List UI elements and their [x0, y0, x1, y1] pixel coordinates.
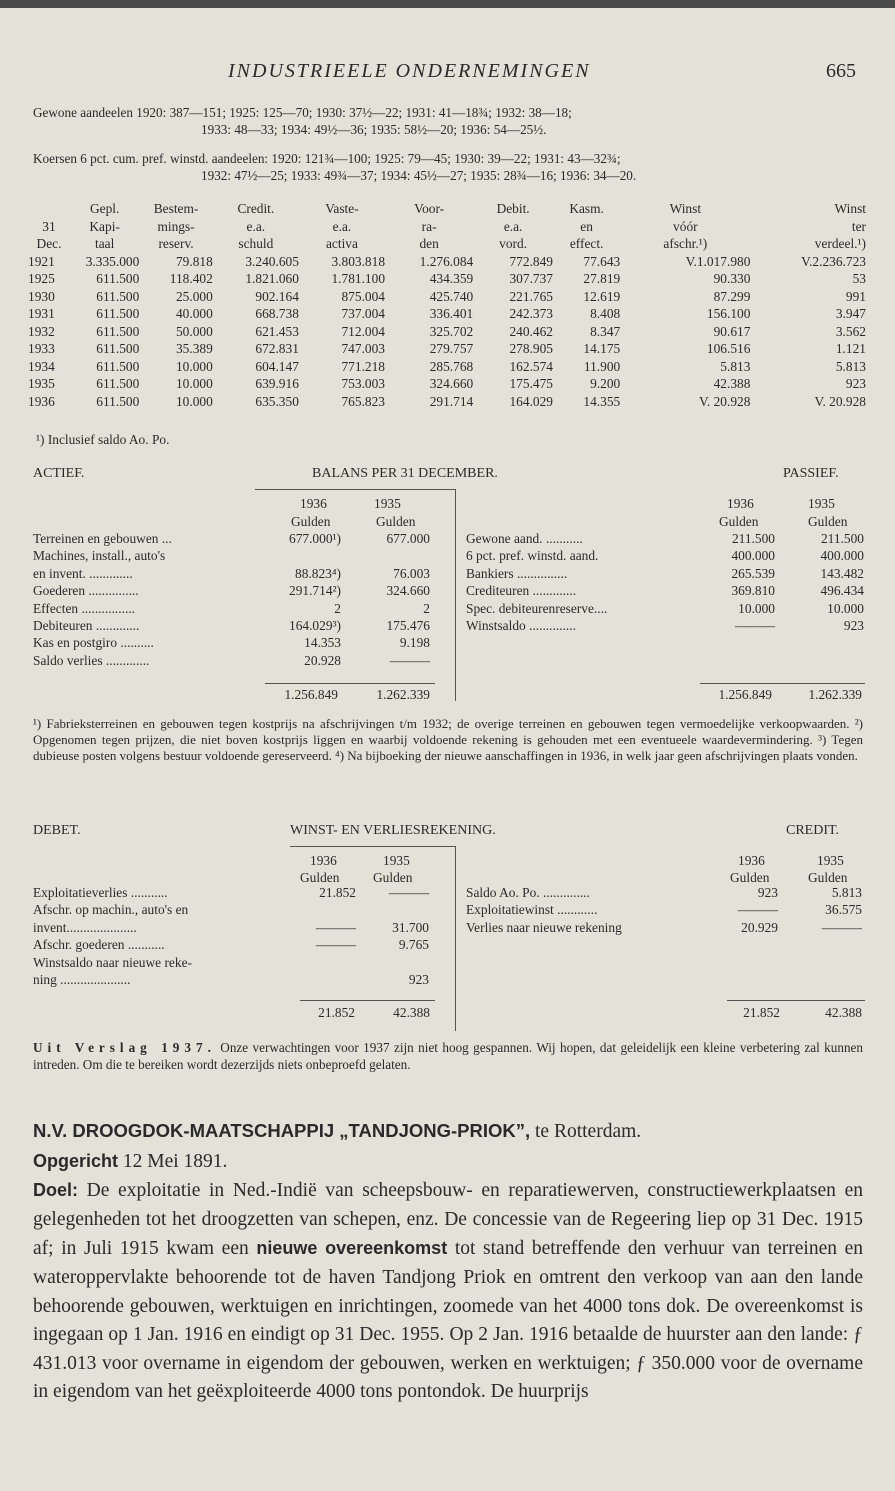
- ledger-value-b: 496.434: [820, 583, 864, 599]
- table-footnote: ¹) Inclusief saldo Ao. Po.: [36, 432, 170, 447]
- value-cell: V.1.017.980: [685, 253, 751, 269]
- ledger-label: Crediteuren .............: [466, 583, 577, 599]
- ledger-value-b: 211.500: [820, 531, 864, 546]
- value-cell: 10.000: [175, 393, 213, 409]
- value-cell: 14.175: [583, 341, 621, 356]
- year-cell: 1936: [28, 393, 55, 409]
- value-cell: 611.500: [96, 341, 140, 356]
- year-cell: 1925: [28, 271, 55, 286]
- company-heading-line: [33, 1117, 863, 1147]
- value-cell: 285.768: [429, 358, 474, 374]
- winst-year-b: 1935: [383, 853, 410, 868]
- balans-footnotes: ¹) Fabrieksterreinen en gebouwen tegen kostprijs na afschrijvingen t/m 1932; de overige terreinen en gebouwen tegen vermoedelijke verkoopwaarden. ²) Opgenomen tegen prijzen, die niet boven kostprijs liggen en waarbij voldoende rekening is gehouden met een eventueele waardevermindering. ³) Tegen dubieuse posten volgens bestuur voldoende gereserveerd. ⁴) Na bijboeking der nieuwe aanschaffingen in 1936, in welk jaar geen afschrijvingen plaats vonden.: [33, 716, 863, 763]
- value-cell: 3.947: [835, 306, 866, 321]
- year-cell: 1935: [28, 376, 55, 391]
- header-row: [28, 200, 866, 218]
- value-cell: 611.500: [96, 271, 140, 286]
- table-row: [28, 393, 866, 411]
- value-cell: 40.000: [175, 306, 213, 321]
- value-cell: 668.738: [255, 306, 299, 321]
- balans-total-actief-a: 1.256.849: [284, 687, 338, 702]
- table-row: [28, 375, 866, 393]
- year-cell: 1934: [28, 358, 55, 374]
- winst-title: WINST- EN VERLIESREKENING.: [290, 823, 496, 838]
- value-cell: 307.737: [509, 271, 554, 286]
- verslag-text: Onze verwachtingen voor 1937 zijn niet hoog gespannen. Wij hopen, dat geleidelijk een kleine verbetering zal kunnen intreden. Om die te bereiken wordt dezerzijds niets onbeproefd gelaten.: [33, 1040, 864, 1072]
- value-cell: 747.003: [341, 341, 386, 356]
- value-cell: 611.500: [96, 376, 140, 391]
- winst-year-a-right: 1936: [738, 853, 765, 868]
- rule: [700, 683, 865, 684]
- column-header: Kasm.: [569, 201, 604, 216]
- table-row: [28, 305, 866, 323]
- column-header: Winst: [669, 201, 702, 216]
- ledger-value-a: 14.353: [304, 635, 341, 651]
- company-name: N.V. DROOGDOK-MAATSCHAPPIJ „TANDJONG-PRIOK”,: [33, 1120, 531, 1141]
- balans-unit-b-right: Gulden: [808, 514, 848, 529]
- value-cell: 5.813: [835, 358, 866, 374]
- value-cell: 611.500: [96, 358, 140, 374]
- ledger-value-a: 369.810: [731, 583, 775, 599]
- value-cell: 765.823: [341, 393, 386, 409]
- column-header: vord.: [499, 236, 528, 251]
- winst-total-debet-a: 21.852: [318, 1005, 355, 1020]
- balans-title: BALANS PER 31 DECEMBER.: [312, 466, 498, 481]
- winst-credit-heading: CREDIT.: [786, 823, 840, 838]
- scan-top-edge: [0, 0, 895, 8]
- ledger-value-b: 400.000: [820, 548, 864, 564]
- ledger-label: Verlies naar nieuwe rekening: [466, 919, 622, 935]
- column-header: Bestem-: [153, 201, 199, 216]
- ledger-label: ning .....................: [33, 972, 131, 987]
- value-cell: 621.453: [255, 323, 299, 339]
- ledger-value-a: 88.823⁴): [295, 565, 341, 581]
- ledger-value-a: ———: [315, 937, 356, 953]
- column-header: [28, 200, 70, 218]
- value-cell: 50.000: [175, 323, 213, 339]
- quotes-gewone: [33, 104, 863, 138]
- ledger-value-b: 76.003: [393, 565, 430, 581]
- column-header: Dec.: [36, 236, 62, 251]
- value-cell: 27.819: [583, 271, 621, 286]
- ledger-value-b: 175.476: [386, 618, 430, 633]
- ledger-label: Saldo Ao. Po. ..............: [466, 885, 590, 900]
- year-cell: 1921: [28, 253, 55, 269]
- opgericht-line: [33, 1147, 863, 1177]
- value-cell: 3.803.818: [331, 253, 386, 269]
- ledger-label: Winstsaldo naar nieuwe reke-: [33, 954, 192, 970]
- value-cell: V. 20.928: [698, 393, 751, 409]
- ledger-label: Afschr. goederen ...........: [33, 937, 165, 953]
- ledger-value-a: 211.500: [731, 531, 775, 546]
- value-cell: 772.849: [509, 253, 554, 269]
- winst-total-credit-a: 21.852: [743, 1005, 780, 1020]
- rule: [300, 1000, 435, 1001]
- ledger-label: Bankiers ...............: [466, 565, 568, 581]
- ledger-value-a: 265.539: [731, 565, 775, 581]
- value-cell: 737.004: [341, 306, 386, 321]
- balans-unit-a: Gulden: [291, 514, 331, 529]
- quotes-koersen: [33, 150, 863, 184]
- value-cell: 3.335.000: [85, 253, 140, 269]
- ledger-value-b: ———: [389, 652, 430, 668]
- table-row: [28, 323, 866, 341]
- value-cell: 875.004: [341, 288, 386, 304]
- company-city: te Rotterdam.: [530, 1121, 642, 1142]
- column-header: e.a.: [503, 218, 523, 234]
- winst-unit-a: Gulden: [300, 870, 340, 885]
- winst-total-credit-b: 42.388: [825, 1005, 862, 1020]
- ledger-value-a: ———: [737, 902, 778, 918]
- rule: [255, 489, 455, 490]
- verslag-paragraph: [33, 1040, 863, 1073]
- ledger-label: Exploitatieverlies ...........: [33, 885, 168, 900]
- ledger-label: 6 pct. pref. winstd. aand.: [466, 548, 599, 564]
- value-cell: 611.500: [96, 306, 140, 321]
- value-cell: 106.516: [706, 341, 751, 356]
- ledger-value-b: 9.198: [399, 635, 430, 651]
- value-cell: 240.462: [509, 323, 554, 339]
- column-header: den: [419, 236, 439, 251]
- ledger-value-a: 20.928: [304, 652, 341, 668]
- value-cell: 991: [845, 288, 866, 304]
- value-cell: 156.100: [706, 306, 751, 321]
- value-cell: 425.740: [429, 288, 474, 304]
- ledger-value-b: ———: [388, 885, 429, 900]
- quotes-gewone-line-2: 1933: 48—33; 1934: 49½—36; 1935: 58½—20; 1936: 54—25½.: [201, 122, 547, 137]
- balans-year-b: 1935: [374, 496, 401, 511]
- ledger-label: Winstsaldo ..............: [466, 618, 576, 633]
- value-cell: 902.164: [255, 288, 299, 304]
- balans-year-b-right: 1935: [808, 496, 835, 511]
- ledger-label: Gewone aand. ...........: [466, 531, 583, 546]
- column-header: e.a.: [332, 218, 352, 234]
- balans-total-actief-b: 1.262.339: [376, 687, 430, 702]
- opgericht-value: 12 Mei 1891.: [118, 1150, 228, 1172]
- value-cell: 87.299: [713, 288, 751, 304]
- ledger-value-a: ———: [315, 919, 356, 935]
- column-header: schuld: [238, 236, 274, 251]
- ledger-label: Kas en postgiro ..........: [33, 635, 154, 651]
- value-cell: V. 20.928: [814, 393, 866, 409]
- company-entry: [33, 1117, 863, 1407]
- balans-total-passief-b: 1.262.339: [808, 687, 862, 702]
- value-cell: 604.147: [255, 358, 299, 374]
- value-cell: 90.330: [713, 271, 751, 286]
- column-header: Voor-: [414, 201, 445, 216]
- value-cell: 753.003: [341, 376, 386, 391]
- quotes-koersen-line-1: Koersen 6 pct. cum. pref. winstd. aandeelen: 1920: 121¾—100; 1925: 79—45; 1930: 39—22; 1931: 43—32¾;: [33, 151, 621, 166]
- ledger-value-b: 9.765: [398, 937, 429, 953]
- ledger-label: Machines, install., auto's: [33, 548, 166, 564]
- ledger-label: Effecten ................: [33, 600, 136, 616]
- value-cell: 434.359: [429, 271, 474, 286]
- yearly-figures-table: [28, 200, 866, 410]
- opgericht-label: Opgericht: [33, 1150, 119, 1171]
- column-header: Credit.: [237, 201, 275, 216]
- column-header: en: [580, 218, 593, 234]
- value-cell: 3.562: [835, 323, 866, 339]
- column-header: Kapi-: [89, 218, 120, 234]
- ledger-value-b: ———: [821, 919, 862, 935]
- balans-year-a-right: 1936: [727, 496, 754, 511]
- table-row: [28, 340, 866, 358]
- value-cell: 712.004: [341, 323, 386, 339]
- ledger-label: en invent. .............: [33, 565, 133, 581]
- ledger-value-a: 677.000¹): [289, 531, 341, 546]
- value-cell: 325.702: [429, 323, 474, 339]
- value-cell: 10.000: [175, 358, 213, 374]
- value-cell: 1.781.100: [331, 271, 386, 286]
- quotes-gewone-line-1: Gewone aandeelen 1920: 387—151; 1925: 125—70; 1930: 37½—22; 1931: 41—18¾; 1932: 38—18;: [33, 105, 572, 120]
- value-cell: 42.388: [713, 376, 751, 391]
- quotes-koersen-line-2: 1932: 47½—25; 1933: 49¾—37; 1934: 45½—27; 1935: 28¾—16; 1936: 34—20.: [201, 168, 637, 183]
- header-row: [28, 218, 866, 236]
- ledger-value-a: 10.000: [738, 600, 775, 616]
- value-cell: 324.660: [429, 376, 474, 391]
- running-header-title: INDUSTRIEELE ONDERNEMINGEN: [228, 60, 591, 82]
- winst-unit-b-right: Gulden: [808, 870, 848, 885]
- doel-paragraph: [33, 1176, 863, 1407]
- value-cell: 25.000: [175, 288, 213, 304]
- value-cell: 336.401: [429, 306, 474, 321]
- winst-unit-a-right: Gulden: [730, 870, 770, 885]
- value-cell: 291.714: [429, 393, 474, 409]
- column-header: mings-: [157, 218, 195, 234]
- value-cell: 118.402: [169, 271, 213, 286]
- value-cell: 10.000: [175, 376, 213, 391]
- doel-bold: nieuwe overeenkomst: [256, 1238, 448, 1259]
- value-cell: 278.905: [509, 341, 554, 356]
- column-divider: [455, 489, 456, 701]
- column-header: Gepl.: [89, 201, 120, 216]
- ledger-label: Saldo verlies .............: [33, 652, 150, 668]
- ledger-value-a: 20.929: [741, 919, 778, 935]
- value-cell: 639.916: [255, 376, 299, 391]
- rule: [265, 683, 435, 684]
- winst-year-b-right: 1935: [817, 853, 844, 868]
- column-header: ra-: [421, 218, 437, 234]
- doel-text-2: tot stand betreffende den verhuur van terreinen en wateroppervlakte behoorende tot de haven Tandjong Priok en omtrent den verkoop van aan den lande behoorende gebouwen, werktuigen en inrichtingen, zoomede van het 4000 tons dok. De overeenkomst is ingegaan op 1 Jan. 1916 en eindigt op 31 Dec. 1955. Op 2 Jan. 1916 betaalde de huurster aan den lande: ƒ 431.013 voor overname in eigendom der gebouwen, werken en werktuigen; ƒ 350.000 voor de overname in eigendom van het geëxploiteerde 4000 tons pontondok. De huurprijs: [33, 1238, 864, 1403]
- column-header: Winst: [834, 201, 866, 216]
- value-cell: 11.900: [583, 358, 621, 374]
- column-header: Debit.: [496, 201, 530, 216]
- year-cell: 1932: [28, 323, 55, 339]
- ledger-label: Terreinen en gebouwen ...: [33, 531, 172, 546]
- value-cell: 635.350: [255, 393, 299, 409]
- ledger-value-b: 5.813: [831, 885, 862, 900]
- balans-passief-heading: PASSIEF.: [783, 466, 839, 481]
- value-cell: 12.619: [583, 288, 621, 304]
- value-cell: 242.373: [509, 306, 554, 321]
- ledger-value-b: 10.000: [827, 600, 864, 616]
- winst-debet-heading: DEBET.: [33, 823, 81, 838]
- value-cell: 164.029: [509, 393, 554, 409]
- value-cell: 923: [845, 376, 866, 391]
- winst-year-a: 1936: [310, 853, 337, 868]
- table-row: [28, 358, 866, 376]
- value-cell: 8.408: [590, 306, 621, 321]
- ledger-value-b: 2: [423, 600, 430, 616]
- value-cell: 9.200: [590, 376, 621, 391]
- value-cell: 279.757: [429, 341, 474, 356]
- ledger-value-b: 923: [843, 618, 864, 633]
- balans-total-passief-a: 1.256.849: [718, 687, 772, 702]
- ledger-label: Spec. debiteurenreserve....: [466, 600, 608, 616]
- ledger-value-b: 143.482: [820, 565, 864, 581]
- column-header: reserv.: [158, 236, 194, 251]
- column-header: 31: [42, 218, 56, 234]
- ledger-value-a: 400.000: [731, 548, 775, 564]
- column-header: ter: [851, 218, 866, 234]
- ledger-value-b: 923: [408, 972, 429, 987]
- ledger-label: Goederen ...............: [33, 583, 139, 599]
- column-header: activa: [325, 236, 358, 251]
- rule: [727, 1000, 865, 1001]
- year-cell: 1930: [28, 288, 55, 304]
- value-cell: 8.347: [590, 323, 621, 339]
- table-row: [28, 288, 866, 306]
- ledger-label: Exploitatiewinst ............: [466, 902, 598, 918]
- value-cell: 79.818: [175, 253, 213, 269]
- value-cell: 221.765: [509, 288, 554, 304]
- ledger-value-a: 923: [757, 885, 778, 900]
- value-cell: 611.500: [96, 393, 140, 409]
- value-cell: V.2.236.723: [801, 253, 866, 269]
- ledger-value-b: 31.700: [392, 919, 429, 935]
- column-header: afschr.¹): [663, 236, 708, 251]
- column-header: effect.: [569, 236, 604, 251]
- ledger-label: Debiteuren .............: [33, 618, 140, 633]
- balans-unit-b: Gulden: [376, 514, 416, 529]
- winst-total-debet-b: 42.388: [393, 1005, 430, 1020]
- value-cell: 90.617: [713, 323, 751, 339]
- ledger-value-b: 677.000: [386, 531, 430, 546]
- doel-text-1: De exploitatie in Ned.-Indië van scheepsbouw- en reparatiewerven, constructiewerkplaatsen en gelegenheden tot het droogzetten van schepen, enz. De concessie van de Regeering liep op 31 Dec. 1915 af; in Juli 1915 kwam een: [33, 1180, 863, 1260]
- value-cell: 1.276.084: [419, 253, 474, 269]
- value-cell: 1.821.060: [245, 271, 299, 286]
- ledger-value-a: 291.714²): [289, 583, 341, 599]
- value-cell: 5.813: [720, 358, 751, 374]
- winst-unit-b: Gulden: [373, 870, 413, 885]
- page-number: 665: [826, 60, 856, 82]
- column-header: verdeel.¹): [814, 236, 866, 251]
- value-cell: 611.500: [96, 323, 140, 339]
- doel-label: Doel:: [33, 1180, 78, 1201]
- verslag-lead: Uit Verslag 1937.: [33, 1040, 216, 1055]
- value-cell: 1.121: [835, 341, 866, 356]
- column-header: e.a.: [246, 218, 266, 234]
- value-cell: 35.389: [175, 341, 213, 356]
- column-header: vóór: [673, 218, 698, 234]
- ledger-label: Afschr. op machin., auto's en: [33, 902, 189, 918]
- ledger-value-a: 21.852: [319, 885, 356, 900]
- value-cell: 77.643: [583, 253, 621, 269]
- ledger-value-a: 164.029³): [289, 618, 341, 633]
- balans-unit-a-right: Gulden: [719, 514, 759, 529]
- ledger-value-a: ———: [734, 618, 775, 633]
- table-row: [28, 270, 866, 288]
- balans-year-a: 1936: [300, 496, 327, 511]
- ledger-value-a: 2: [334, 600, 341, 616]
- ledger-label: invent.....................: [33, 919, 137, 935]
- value-cell: 771.218: [341, 358, 386, 374]
- value-cell: 14.355: [583, 393, 621, 409]
- value-cell: 53: [852, 271, 866, 286]
- balans-actief-heading: ACTIEF.: [33, 466, 85, 481]
- value-cell: 175.475: [509, 376, 554, 391]
- column-divider: [455, 846, 456, 1031]
- header-row: [28, 235, 866, 253]
- value-cell: 611.500: [96, 288, 140, 304]
- year-cell: 1933: [28, 341, 55, 356]
- ledger-value-b: 36.575: [825, 902, 862, 918]
- year-cell: 1931: [28, 306, 55, 321]
- column-header: taal: [94, 236, 115, 251]
- column-header: Vaste-: [325, 201, 359, 216]
- value-cell: 3.240.605: [245, 253, 299, 269]
- ledger-value-b: 324.660: [386, 583, 430, 599]
- rule: [290, 846, 455, 847]
- table-row: [28, 253, 866, 271]
- value-cell: 162.574: [509, 358, 554, 374]
- value-cell: 672.831: [255, 341, 299, 356]
